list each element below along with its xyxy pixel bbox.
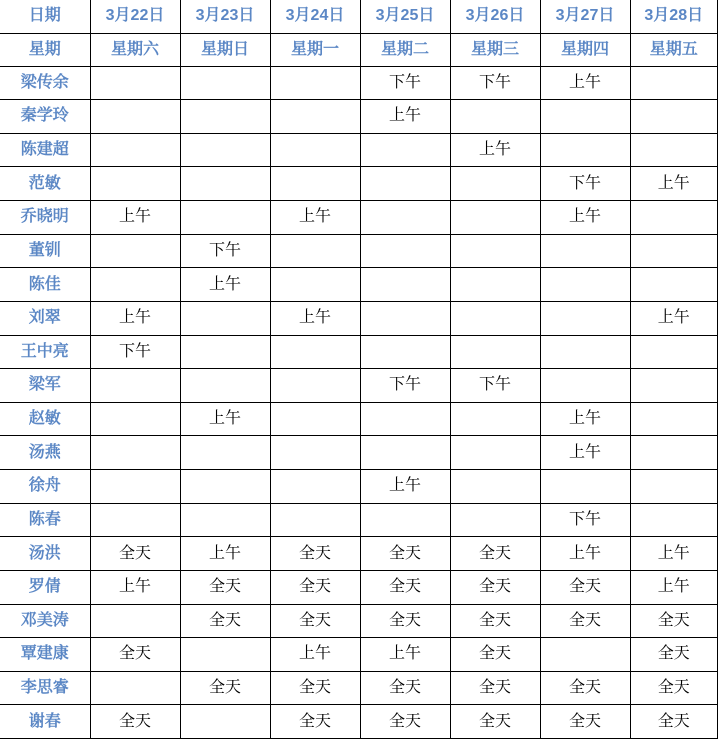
- name-cell[interactable]: 刘翠: [0, 301, 90, 335]
- schedule-cell[interactable]: 全天: [450, 705, 540, 739]
- schedule-cell[interactable]: [90, 100, 180, 134]
- schedule-cell[interactable]: 上午: [180, 402, 270, 436]
- schedule-cell[interactable]: [540, 301, 630, 335]
- weekday-header-cell[interactable]: 星期三: [450, 33, 540, 66]
- schedule-cell[interactable]: [450, 503, 540, 537]
- schedule-cell[interactable]: [180, 167, 270, 201]
- schedule-cell[interactable]: [540, 234, 630, 268]
- week-label-cell[interactable]: 星期: [0, 33, 90, 66]
- table-row: [0, 133, 718, 167]
- schedule-cell[interactable]: [540, 369, 630, 403]
- schedule-cell[interactable]: 全天: [450, 570, 540, 604]
- name-cell[interactable]: 邓美涛: [0, 604, 90, 638]
- schedule-cell[interactable]: 全天: [270, 604, 360, 638]
- schedule-cell[interactable]: 上午: [180, 268, 270, 302]
- schedule-cell[interactable]: [180, 369, 270, 403]
- schedule-cell[interactable]: 上午: [270, 301, 360, 335]
- schedule-cell[interactable]: [180, 100, 270, 134]
- schedule-cell[interactable]: [360, 234, 450, 268]
- schedule-cell[interactable]: 全天: [360, 604, 450, 638]
- schedule-cell[interactable]: [360, 167, 450, 201]
- schedule-cell[interactable]: [270, 470, 360, 504]
- schedule-cell[interactable]: 上午: [360, 638, 450, 672]
- week-header-row: [0, 33, 718, 66]
- schedule-cell[interactable]: [360, 201, 450, 235]
- schedule-cell[interactable]: 全天: [450, 604, 540, 638]
- schedule-cell[interactable]: 上午: [630, 167, 718, 201]
- name-cell[interactable]: 徐舟: [0, 470, 90, 504]
- date-header-row: [0, 0, 718, 33]
- schedule-cell[interactable]: 全天: [540, 671, 630, 705]
- table-row: [0, 503, 718, 537]
- schedule-cell[interactable]: [90, 234, 180, 268]
- schedule-cell[interactable]: [90, 167, 180, 201]
- weekday-header-cell[interactable]: 星期日: [180, 33, 270, 66]
- weekday-header-cell[interactable]: 星期四: [540, 33, 630, 66]
- schedule-cell[interactable]: [360, 436, 450, 470]
- schedule-cell[interactable]: [270, 335, 360, 369]
- schedule-cell[interactable]: 全天: [90, 705, 180, 739]
- schedule-cell[interactable]: [540, 335, 630, 369]
- schedule-cell[interactable]: [450, 436, 540, 470]
- schedule-cell[interactable]: [180, 470, 270, 504]
- table-row: [0, 638, 718, 672]
- schedule-cell[interactable]: [180, 133, 270, 167]
- schedule-cell[interactable]: 全天: [180, 570, 270, 604]
- schedule-cell[interactable]: [180, 66, 270, 100]
- schedule-cell[interactable]: [90, 369, 180, 403]
- schedule-cell[interactable]: 全天: [90, 537, 180, 571]
- schedule-cell[interactable]: [180, 638, 270, 672]
- table-row: [0, 167, 718, 201]
- schedule-cell[interactable]: [360, 301, 450, 335]
- schedule-cell[interactable]: 下午: [180, 234, 270, 268]
- schedule-cell[interactable]: 上午: [270, 201, 360, 235]
- schedule-cell[interactable]: 全天: [360, 570, 450, 604]
- schedule-cell[interactable]: 下午: [90, 335, 180, 369]
- schedule-cell[interactable]: 全天: [540, 705, 630, 739]
- name-cell[interactable]: 梁传余: [0, 66, 90, 100]
- schedule-cell[interactable]: [270, 133, 360, 167]
- table-row: [0, 234, 718, 268]
- schedule-cell[interactable]: [630, 100, 718, 134]
- schedule-cell[interactable]: 上午: [270, 638, 360, 672]
- schedule-cell[interactable]: [450, 201, 540, 235]
- schedule-cell[interactable]: [540, 470, 630, 504]
- schedule-cell[interactable]: 全天: [180, 604, 270, 638]
- schedule-cell[interactable]: [450, 335, 540, 369]
- schedule-cell[interactable]: [360, 335, 450, 369]
- schedule-cell[interactable]: [270, 436, 360, 470]
- schedule-cell[interactable]: [360, 402, 450, 436]
- schedule-cell[interactable]: [450, 268, 540, 302]
- schedule-cell[interactable]: 上午: [540, 402, 630, 436]
- schedule-cell[interactable]: 下午: [540, 167, 630, 201]
- name-cell[interactable]: 乔晓明: [0, 201, 90, 235]
- name-cell[interactable]: 李思睿: [0, 671, 90, 705]
- schedule-cell[interactable]: 下午: [540, 503, 630, 537]
- table-row: [0, 436, 718, 470]
- schedule-cell[interactable]: [270, 167, 360, 201]
- schedule-cell[interactable]: 上午: [540, 66, 630, 100]
- schedule-cell[interactable]: 全天: [360, 671, 450, 705]
- schedule-cell[interactable]: 上午: [90, 201, 180, 235]
- date-header-cell[interactable]: 3月28日: [630, 0, 718, 33]
- schedule-cell[interactable]: [90, 66, 180, 100]
- schedule-cell[interactable]: [630, 234, 718, 268]
- schedule-cell[interactable]: [180, 301, 270, 335]
- schedule-cell[interactable]: [90, 671, 180, 705]
- schedule-cell[interactable]: [270, 268, 360, 302]
- table-row: [0, 100, 718, 134]
- table-row: [0, 335, 718, 369]
- table-row: [0, 537, 718, 571]
- schedule-cell[interactable]: [270, 503, 360, 537]
- table-row: [0, 268, 718, 302]
- schedule-cell[interactable]: 下午: [360, 369, 450, 403]
- schedule-cell[interactable]: 上午: [630, 570, 718, 604]
- schedule-cell[interactable]: [630, 503, 718, 537]
- schedule-cell[interactable]: [360, 133, 450, 167]
- date-header-cell[interactable]: 3月26日: [450, 0, 540, 33]
- date-header-cell[interactable]: 3月22日: [90, 0, 180, 33]
- schedule-cell[interactable]: [180, 705, 270, 739]
- weekday-header-cell[interactable]: 星期六: [90, 33, 180, 66]
- schedule-cell[interactable]: 上午: [180, 537, 270, 571]
- schedule-cell[interactable]: 全天: [450, 638, 540, 672]
- schedule-cell[interactable]: [630, 201, 718, 235]
- schedule-cell[interactable]: 全天: [270, 671, 360, 705]
- schedule-cell[interactable]: 下午: [360, 66, 450, 100]
- schedule-cell[interactable]: [450, 301, 540, 335]
- schedule-cell[interactable]: [450, 470, 540, 504]
- date-label-cell[interactable]: 日期: [0, 0, 90, 33]
- schedule-cell[interactable]: 上午: [450, 133, 540, 167]
- schedule-cell[interactable]: 上午: [540, 537, 630, 571]
- schedule-cell[interactable]: [90, 503, 180, 537]
- name-cell[interactable]: 范敏: [0, 167, 90, 201]
- table-row: [0, 301, 718, 335]
- table-row: [0, 369, 718, 403]
- schedule-cell[interactable]: [270, 234, 360, 268]
- name-cell[interactable]: 王中亮: [0, 335, 90, 369]
- schedule-cell[interactable]: 全天: [540, 570, 630, 604]
- schedule-cell[interactable]: [90, 604, 180, 638]
- schedule-cell[interactable]: 全天: [630, 604, 718, 638]
- schedule-cell[interactable]: [270, 66, 360, 100]
- name-cell[interactable]: 谢春: [0, 705, 90, 739]
- name-cell[interactable]: 陈佳: [0, 268, 90, 302]
- schedule-cell[interactable]: [180, 436, 270, 470]
- schedule-cell[interactable]: [90, 133, 180, 167]
- schedule-cell[interactable]: 下午: [450, 66, 540, 100]
- schedule-cell[interactable]: [630, 133, 718, 167]
- weekday-header-cell[interactable]: 星期二: [360, 33, 450, 66]
- schedule-cell[interactable]: [630, 66, 718, 100]
- schedule-cell[interactable]: [630, 369, 718, 403]
- schedule-cell[interactable]: [540, 133, 630, 167]
- schedule-cell[interactable]: 全天: [270, 705, 360, 739]
- name-cell[interactable]: 陈春: [0, 503, 90, 537]
- schedule-cell[interactable]: [270, 369, 360, 403]
- weekday-header-cell[interactable]: 星期五: [630, 33, 718, 66]
- name-cell[interactable]: 覃建康: [0, 638, 90, 672]
- schedule-cell[interactable]: [630, 402, 718, 436]
- table-row: [0, 705, 718, 739]
- schedule-cell[interactable]: [90, 268, 180, 302]
- schedule-cell[interactable]: 全天: [450, 671, 540, 705]
- date-header-cell[interactable]: 3月25日: [360, 0, 450, 33]
- name-cell[interactable]: 秦学玲: [0, 100, 90, 134]
- schedule-cell[interactable]: 上午: [90, 570, 180, 604]
- schedule-cell[interactable]: [630, 436, 718, 470]
- schedule-cell[interactable]: 上午: [540, 201, 630, 235]
- schedule-cell[interactable]: 全天: [630, 705, 718, 739]
- schedule-cell[interactable]: 全天: [360, 537, 450, 571]
- table-row: [0, 604, 718, 638]
- schedule-cell[interactable]: 全天: [90, 638, 180, 672]
- date-header-cell[interactable]: 3月24日: [270, 0, 360, 33]
- table-row: [0, 402, 718, 436]
- schedule-cell[interactable]: [270, 402, 360, 436]
- schedule-cell[interactable]: 上午: [360, 470, 450, 504]
- schedule-cell[interactable]: 上午: [360, 100, 450, 134]
- schedule-cell[interactable]: [360, 503, 450, 537]
- schedule-cell[interactable]: [450, 100, 540, 134]
- schedule-cell[interactable]: [450, 402, 540, 436]
- date-header-cell[interactable]: 3月27日: [540, 0, 630, 33]
- schedule-cell[interactable]: [270, 100, 360, 134]
- table-row: [0, 671, 718, 705]
- schedule-cell[interactable]: [90, 436, 180, 470]
- weekday-header-cell[interactable]: 星期一: [270, 33, 360, 66]
- schedule-cell[interactable]: 全天: [270, 537, 360, 571]
- date-header-cell[interactable]: 3月23日: [180, 0, 270, 33]
- schedule-cell[interactable]: [540, 268, 630, 302]
- table-row: [0, 201, 718, 235]
- schedule-cell[interactable]: [450, 234, 540, 268]
- schedule-cell[interactable]: [630, 268, 718, 302]
- name-cell[interactable]: 董钏: [0, 234, 90, 268]
- schedule-cell[interactable]: 全天: [540, 604, 630, 638]
- table-row: [0, 470, 718, 504]
- schedule-cell[interactable]: 全天: [630, 638, 718, 672]
- schedule-cell[interactable]: [450, 167, 540, 201]
- schedule-cell[interactable]: 全天: [360, 705, 450, 739]
- name-cell[interactable]: 赵敏: [0, 402, 90, 436]
- name-cell[interactable]: 汤洪: [0, 537, 90, 571]
- schedule-cell[interactable]: 全天: [450, 537, 540, 571]
- schedule-cell[interactable]: 全天: [180, 671, 270, 705]
- schedule-cell[interactable]: 全天: [270, 570, 360, 604]
- name-cell[interactable]: 罗倩: [0, 570, 90, 604]
- schedule-cell[interactable]: 上午: [540, 436, 630, 470]
- schedule-cell[interactable]: 下午: [450, 369, 540, 403]
- schedule-cell[interactable]: [180, 335, 270, 369]
- schedule-cell[interactable]: [540, 100, 630, 134]
- schedule-cell[interactable]: 上午: [630, 537, 718, 571]
- schedule-cell[interactable]: [630, 470, 718, 504]
- table-row: [0, 66, 718, 100]
- name-cell[interactable]: 陈建超: [0, 133, 90, 167]
- schedule-cell[interactable]: [90, 470, 180, 504]
- schedule-cell[interactable]: [360, 268, 450, 302]
- schedule-cell[interactable]: [90, 402, 180, 436]
- schedule-cell[interactable]: 上午: [630, 301, 718, 335]
- roster-body: [0, 66, 718, 739]
- schedule-cell[interactable]: 全天: [630, 671, 718, 705]
- schedule-cell[interactable]: 上午: [90, 301, 180, 335]
- schedule-cell[interactable]: [540, 638, 630, 672]
- name-cell[interactable]: 梁军: [0, 369, 90, 403]
- name-cell[interactable]: 汤燕: [0, 436, 90, 470]
- schedule-cell[interactable]: [630, 335, 718, 369]
- schedule-cell[interactable]: [180, 503, 270, 537]
- table-row: [0, 570, 718, 604]
- schedule-cell[interactable]: [180, 201, 270, 235]
